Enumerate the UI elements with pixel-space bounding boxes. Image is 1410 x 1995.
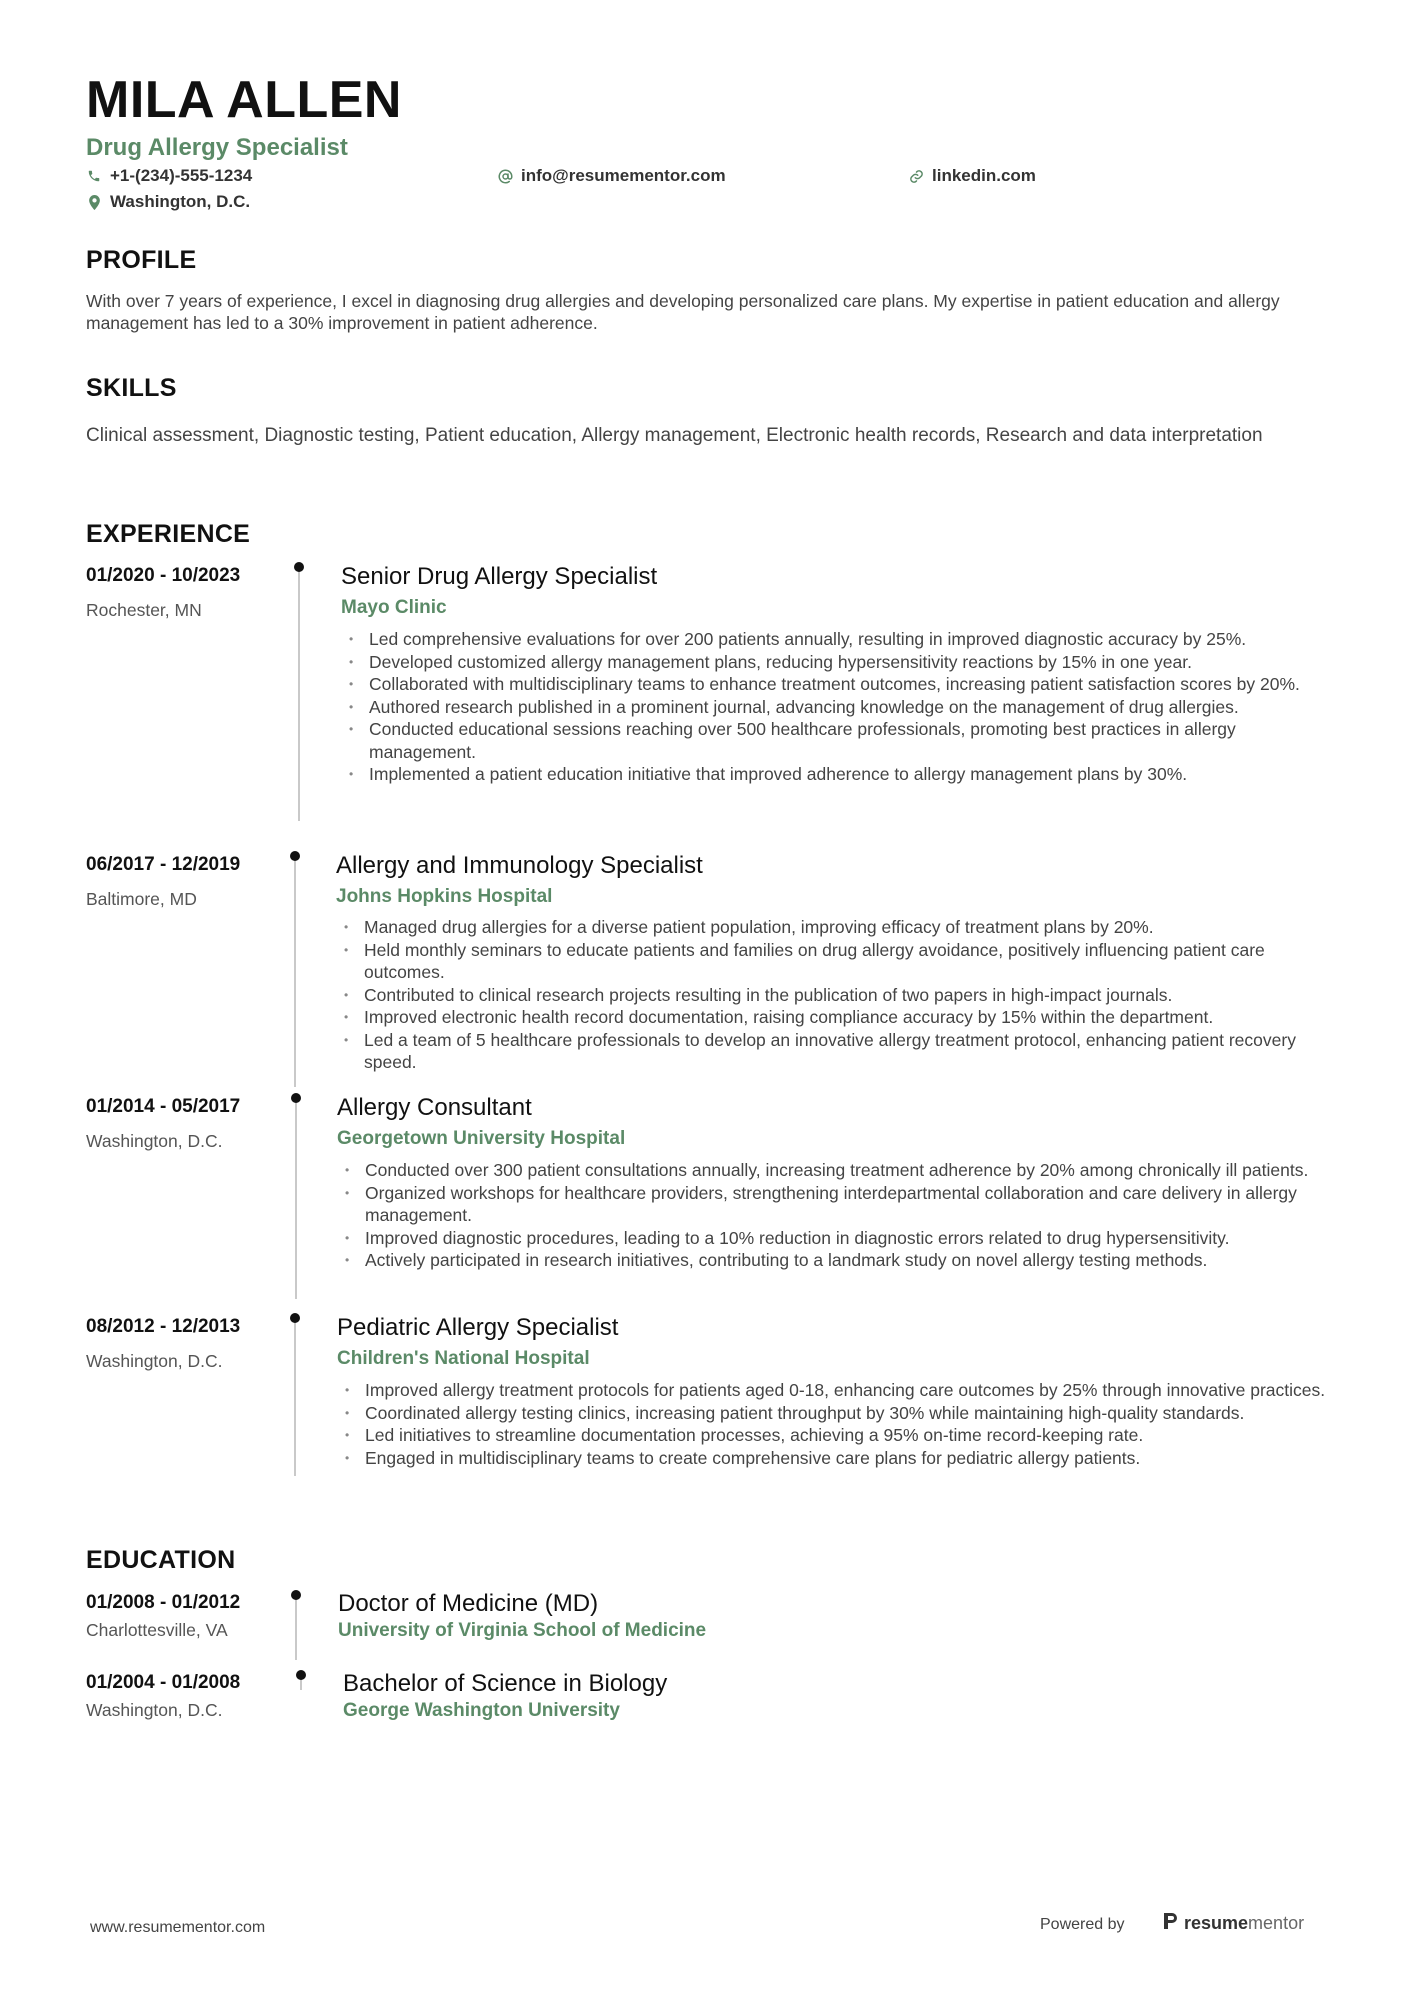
job-bullet: • Improved diagnostic procedures, leading to a 10% reduction in diagnostic errors related to drug hypersensitivity. xyxy=(337,1227,1337,1250)
job-bullet: • Coordinated allergy testing clinics, increasing patient throughput by 30% while maintaining high-quality standards. xyxy=(337,1402,1337,1425)
timeline-line xyxy=(294,855,296,1087)
at-icon xyxy=(497,168,513,184)
edu-school: George Washington University xyxy=(343,1700,620,1721)
job-location: Baltimore, MD xyxy=(86,889,197,909)
job-bullet: • Led initiatives to streamline documentation processes, achieving a 95% on-time record-keeping rate. xyxy=(337,1424,1337,1447)
profile-heading: PROFILE xyxy=(86,246,197,274)
footer-powered-by: Powered by xyxy=(1040,1916,1125,1933)
job-bullet: • Led comprehensive evaluations for over 200 patients annually, resulting in improved diagnostic accuracy by 25%. xyxy=(341,628,1341,651)
timeline-dot xyxy=(291,1590,301,1600)
job-dates: 08/2012 - 12/2013 xyxy=(86,1316,241,1337)
job-bullets xyxy=(337,1159,1337,1272)
skills-heading: SKILLS xyxy=(86,374,177,402)
job-location: Rochester, MN xyxy=(86,600,202,620)
linkedin-text[interactable]: linkedin.com xyxy=(932,166,1036,185)
job-bullet: • Managed drug allergies for a diverse patient population, improving efficacy of treatment plans by 20%. xyxy=(336,916,1336,939)
contact-linkedin xyxy=(908,166,1036,186)
job-title: Senior Drug Allergy Specialist xyxy=(341,563,658,590)
timeline-dot xyxy=(290,851,300,861)
experience-heading: EXPERIENCE xyxy=(86,520,251,548)
timeline-line xyxy=(294,1318,296,1476)
job-bullets xyxy=(336,916,1336,1074)
job-organization: Johns Hopkins Hospital xyxy=(336,886,553,907)
job-bullet: • Developed customized allergy management plans, reducing hypersensitivity reactions by 15% in one year. xyxy=(341,651,1341,674)
job-dates: 01/2020 - 10/2023 xyxy=(86,565,241,586)
timeline-line xyxy=(298,566,300,821)
footer-brand[interactable] xyxy=(1162,1912,1304,1935)
job-bullet: • Conducted over 300 patient consultations annually, increasing treatment adherence by 20% among chronically ill patients. xyxy=(337,1159,1337,1182)
brand-mentor: mentor xyxy=(1248,1913,1305,1933)
candidate-role: Drug Allergy Specialist xyxy=(86,134,348,161)
job-title: Allergy and Immunology Specialist xyxy=(336,852,703,879)
phone-text: +1-(234)-555-1234 xyxy=(110,166,253,185)
contact-email xyxy=(497,166,726,186)
edu-dates: 01/2008 - 01/2012 xyxy=(86,1592,241,1613)
job-bullet: • Engaged in multidisciplinary teams to create comprehensive care plans for pediatric allergy patients. xyxy=(337,1447,1337,1470)
timeline-dot xyxy=(294,562,304,572)
contact-phone xyxy=(86,166,252,186)
education-heading: EDUCATION xyxy=(86,1546,236,1574)
resumementor-logo-icon xyxy=(1162,1912,1178,1935)
job-bullet: • Conducted educational sessions reaching over 500 healthcare professionals, promoting best practices in allergy management. xyxy=(341,718,1341,763)
job-bullet: • Led a team of 5 healthcare professionals to develop an innovative allergy treatment protocol, enhancing patient recovery speed. xyxy=(336,1029,1336,1074)
edu-degree: Bachelor of Science in Biology xyxy=(343,1670,668,1697)
job-bullet: • Collaborated with multidisciplinary teams to enhance treatment outcomes, increasing patient satisfaction scores by 20%. xyxy=(341,673,1341,696)
contact-location xyxy=(86,192,250,212)
link-icon xyxy=(908,168,924,184)
brand-resume: resume xyxy=(1184,1913,1249,1933)
edu-location: Charlottesville, VA xyxy=(86,1620,228,1640)
footer-url[interactable]: www.resumementor.com xyxy=(90,1919,266,1936)
phone-icon xyxy=(86,168,102,184)
skills-text: Clinical assessment, Diagnostic testing, Patient education, Allergy management, Electronic health records, Research and data interpretation xyxy=(86,425,1263,446)
candidate-name: MILA ALLEN xyxy=(86,71,402,129)
job-bullet: • Actively participated in research initiatives, contributing to a landmark study on novel allergy testing methods. xyxy=(337,1249,1337,1272)
job-organization: Georgetown University Hospital xyxy=(337,1128,626,1149)
job-bullet: • Improved electronic health record documentation, raising compliance accuracy by 15% within the department. xyxy=(336,1006,1336,1029)
job-organization: Children's National Hospital xyxy=(337,1348,590,1369)
job-dates: 01/2014 - 05/2017 xyxy=(86,1096,241,1117)
job-dates: 06/2017 - 12/2019 xyxy=(86,854,241,875)
job-bullet: • Held monthly seminars to educate patients and families on drug allergy avoidance, positively influencing patient care outcomes. xyxy=(336,939,1336,984)
job-bullets xyxy=(341,628,1341,786)
job-bullet: • Authored research published in a prominent journal, advancing knowledge on the management of drug allergies. xyxy=(341,696,1341,719)
job-title: Allergy Consultant xyxy=(337,1094,532,1121)
edu-location: Washington, D.C. xyxy=(86,1700,223,1720)
location-pin-icon xyxy=(86,194,102,210)
timeline-dot xyxy=(290,1313,300,1323)
profile-text: With over 7 years of experience, I excel in diagnosing drug allergies and developing personalized care plans. My expertise in patient education and allergy management has led to a 30% improvement in patient adherence. xyxy=(86,291,1280,333)
edu-degree: Doctor of Medicine (MD) xyxy=(338,1590,599,1617)
job-bullet: • Organized workshops for healthcare providers, strengthening interdepartmental collaboration and care delivery in allergy management. xyxy=(337,1182,1337,1227)
email-text[interactable]: info@resumementor.com xyxy=(521,166,726,185)
job-bullet: • Contributed to clinical research projects resulting in the publication of two papers in high-impact journals. xyxy=(336,984,1336,1007)
job-bullet: • Implemented a patient education initiative that improved adherence to allergy management plans by 30%. xyxy=(341,763,1341,786)
timeline-line xyxy=(295,1598,297,1660)
location-text: Washington, D.C. xyxy=(110,192,251,211)
timeline-line xyxy=(295,1097,297,1299)
edu-school: University of Virginia School of Medicine xyxy=(338,1620,707,1641)
timeline-dot xyxy=(296,1670,306,1680)
job-bullet: • Improved allergy treatment protocols for patients aged 0-18, enhancing care outcomes by 25% through innovative practices. xyxy=(337,1379,1337,1402)
job-title: Pediatric Allergy Specialist xyxy=(337,1314,619,1341)
job-location: Washington, D.C. xyxy=(86,1131,223,1151)
edu-dates: 01/2004 - 01/2008 xyxy=(86,1672,241,1693)
job-location: Washington, D.C. xyxy=(86,1351,223,1371)
job-organization: Mayo Clinic xyxy=(341,597,447,618)
timeline-dot xyxy=(291,1093,301,1103)
job-bullets xyxy=(337,1379,1337,1469)
